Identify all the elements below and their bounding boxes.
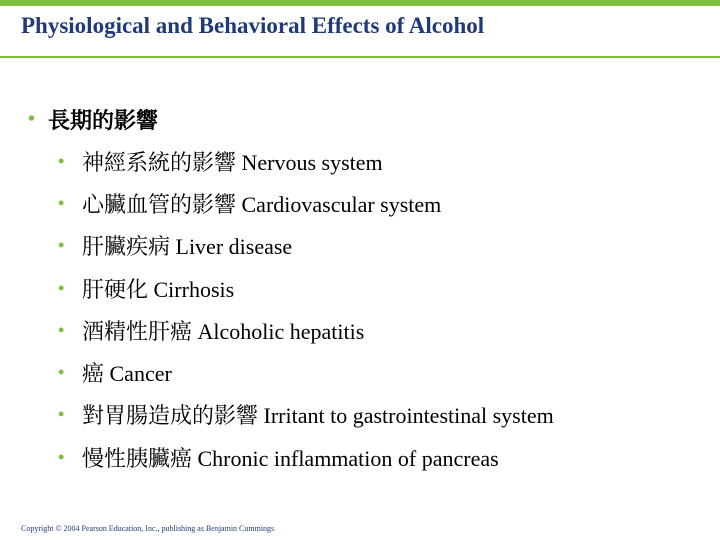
sub-bullet-text: 肝臟疾病 Liver disease bbox=[82, 234, 293, 260]
main-bullet bbox=[28, 104, 158, 135]
bullet-icon: • bbox=[28, 108, 36, 130]
sub-bullet-text: 對胃腸造成的影響 Irritant to gastrointestinal system bbox=[82, 403, 554, 429]
bullet-icon: • bbox=[58, 277, 65, 298]
sub-bullet-item bbox=[58, 436, 554, 478]
sub-bullet-item bbox=[58, 309, 554, 351]
top-accent-bar bbox=[0, 0, 720, 6]
sub-bullet-text: 肝硬化 Cirrhosis bbox=[82, 276, 235, 302]
bullet-icon: • bbox=[58, 362, 65, 383]
sub-bullet-text: 慢性胰臟癌 Chronic inflammation of pancreas bbox=[82, 445, 499, 471]
sub-bullet-list bbox=[58, 140, 554, 478]
bullet-icon: • bbox=[58, 404, 65, 425]
bullet-icon: • bbox=[58, 192, 65, 213]
sub-bullet-text: 神經系統的影響 Nervous system bbox=[82, 149, 383, 175]
sub-bullet-text: 癌 Cancer bbox=[82, 361, 172, 387]
sub-bullet-item bbox=[58, 267, 554, 309]
main-bullet-text: 長期的影響 bbox=[48, 108, 159, 133]
bullet-icon: • bbox=[58, 446, 65, 467]
sub-bullet-item bbox=[58, 182, 554, 224]
title-divider bbox=[0, 56, 720, 58]
sub-bullet-item bbox=[58, 140, 554, 182]
sub-bullet-text: 酒精性肝癌 Alcoholic hepatitis bbox=[82, 318, 365, 344]
sub-bullet-item bbox=[58, 225, 554, 267]
bullet-icon: • bbox=[58, 319, 65, 340]
slide-title: Physiological and Behavioral Effects of Alcohol bbox=[21, 13, 485, 38]
sub-bullet-item bbox=[58, 394, 554, 436]
sub-bullet-item bbox=[58, 351, 554, 393]
bullet-icon: • bbox=[58, 150, 65, 171]
bullet-icon: • bbox=[58, 235, 65, 256]
sub-bullet-text: 心臟血管的影響 Cardiovascular system bbox=[82, 191, 442, 217]
copyright-footer: Copyright © 2004 Pearson Education, Inc., publishing as Benjamin Cummings bbox=[21, 524, 275, 533]
